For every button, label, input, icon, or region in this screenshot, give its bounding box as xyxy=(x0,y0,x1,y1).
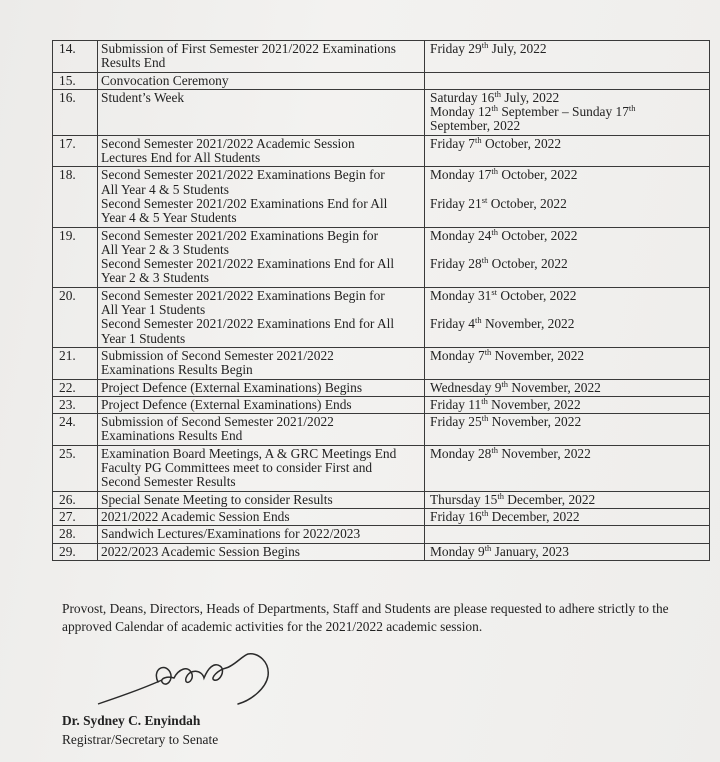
row-number: 23. xyxy=(53,396,98,413)
date-ordinal-suffix: th xyxy=(484,542,492,553)
date-text: October, 2022 xyxy=(481,135,562,151)
activity-cell xyxy=(98,287,425,347)
table-row xyxy=(53,414,710,446)
activity-cell xyxy=(98,445,425,491)
date-line xyxy=(430,286,705,303)
date-line xyxy=(430,226,705,243)
table-row xyxy=(53,379,710,396)
date-ordinal-suffix: th xyxy=(481,255,489,266)
date-cell xyxy=(425,167,710,227)
row-number: 29. xyxy=(53,543,98,560)
activity-cell xyxy=(98,526,425,543)
date-text: Monday 31 xyxy=(430,287,492,303)
signer-name: Dr. Sydney C. Enyindah xyxy=(62,713,201,728)
date-text: Friday 29 xyxy=(430,41,482,56)
date-ordinal-suffix: th xyxy=(475,315,482,326)
date-text: November, 2022 xyxy=(498,445,591,461)
date-text: January, 2023 xyxy=(491,543,569,559)
activity-line: Examinations Results End xyxy=(101,428,243,444)
table-row xyxy=(53,526,710,543)
row-number: 18. xyxy=(53,167,98,227)
activity-line: Year 4 & 5 Year Students xyxy=(101,210,237,226)
activity-line: Second Semester Results xyxy=(101,474,236,490)
row-number: 17. xyxy=(53,135,98,167)
date-ordinal-suffix: th xyxy=(491,226,498,237)
activity-cell xyxy=(98,227,425,287)
signer-block xyxy=(62,711,218,749)
table-row xyxy=(53,543,710,560)
date-text: October, 2022 xyxy=(498,167,578,183)
row-number: 24. xyxy=(53,414,98,446)
date-ordinal-suffix: st xyxy=(491,286,498,297)
date-text: Monday 17 xyxy=(430,167,492,183)
activity-cell xyxy=(98,543,425,560)
date-ordinal-suffix: th xyxy=(481,413,489,424)
date-text: September – Sunday 17 xyxy=(498,104,629,120)
activity-line: All Year 2 & 3 Students xyxy=(101,241,229,257)
date-text: November, 2022 xyxy=(487,396,581,412)
date-text: Monday 12 xyxy=(430,104,492,120)
date-line xyxy=(430,105,705,119)
activity-line: Second Semester 2021/2022 Examinations End for All xyxy=(101,256,395,272)
table-row xyxy=(53,135,710,167)
date-ordinal-suffix: th xyxy=(497,490,504,501)
activity-line: Special Senate Meeting to consider Results xyxy=(101,491,333,507)
date-line xyxy=(430,183,705,197)
date-cell xyxy=(425,526,710,543)
activity-line: Convocation Ceremony xyxy=(101,72,229,88)
date-cell xyxy=(425,445,710,491)
activity-cell xyxy=(98,414,425,446)
activity-line: All Year 1 Students xyxy=(101,302,206,318)
date-ordinal-suffix: th xyxy=(491,444,498,455)
date-text: Wednesday 9 xyxy=(430,379,502,395)
date-ordinal-suffix: th xyxy=(481,395,488,406)
activity-line: 2022/2023 Academic Session Begins xyxy=(101,543,300,559)
date-text: July, 2022 xyxy=(500,89,560,105)
row-number: 16. xyxy=(53,89,98,135)
activity-line: Second Semester 2021/202 Examinations End for All xyxy=(101,195,388,211)
date-cell xyxy=(425,508,710,525)
table-row xyxy=(53,347,710,379)
table-row xyxy=(53,396,710,413)
date-cell xyxy=(425,227,710,287)
activity-line: Submission of Second Semester 2021/2022 xyxy=(101,414,334,430)
table-row xyxy=(53,41,710,73)
date-ordinal-suffix: th xyxy=(491,166,498,177)
row-number: 27. xyxy=(53,508,98,525)
date-text: December, 2022 xyxy=(503,491,596,507)
date-line xyxy=(430,42,705,56)
activity-cell xyxy=(98,396,425,413)
activity-line: Second Semester 2021/2022 Examinations End for All xyxy=(101,316,395,332)
date-text: Saturday 16 xyxy=(430,89,495,105)
date-line xyxy=(430,317,705,331)
date-line xyxy=(430,346,705,363)
table-row xyxy=(53,491,710,508)
date-text: Friday 25 xyxy=(430,414,482,430)
date-text: Friday 28 xyxy=(430,256,482,272)
row-number: 19. xyxy=(53,227,98,287)
date-ordinal-suffix: st xyxy=(481,194,488,205)
activity-line: 2021/2022 Academic Session Ends xyxy=(101,508,290,524)
date-cell xyxy=(425,396,710,413)
row-number: 26. xyxy=(53,491,98,508)
date-ordinal-suffix: th xyxy=(475,134,482,145)
date-cell xyxy=(425,287,710,347)
date-cell xyxy=(425,414,710,446)
date-line xyxy=(430,134,705,151)
row-number: 25. xyxy=(53,445,98,491)
activity-line: Submission of Second Semester 2021/2022 xyxy=(101,347,334,363)
date-text: Friday 21 xyxy=(430,195,482,211)
date-text: October, 2022 xyxy=(488,256,568,272)
date-text: Monday 7 xyxy=(430,347,485,363)
activity-cell xyxy=(98,167,425,227)
activity-line: Results End xyxy=(101,55,166,71)
date-line xyxy=(430,194,705,211)
activity-line: Second Semester 2021/2022 Academic Session xyxy=(101,135,355,151)
signer-title: Registrar/Secretary to Senate xyxy=(62,732,219,747)
activity-cell xyxy=(98,41,425,73)
row-number: 20. xyxy=(53,287,98,347)
date-text: November, 2022 xyxy=(481,316,575,332)
date-ordinal-suffix: th xyxy=(491,103,498,114)
date-ordinal-suffix: th xyxy=(628,103,636,114)
table-row xyxy=(53,287,710,347)
table-row xyxy=(53,227,710,287)
date-line xyxy=(430,507,705,524)
activity-line: All Year 4 & 5 Students xyxy=(101,181,229,197)
date-text: Friday 11 xyxy=(430,396,482,412)
notice-paragraph: Provost, Deans, Directors, Heads of Departments, Staff and Students are please requested to adhere strictly to the approved Calendar of academic activities for the 2021/2022 academic session. xyxy=(62,601,669,634)
date-line xyxy=(430,378,705,395)
activity-cell xyxy=(98,491,425,508)
activity-line: Project Defence (External Examinations) Ends xyxy=(101,396,352,412)
date-ordinal-suffix: th xyxy=(494,88,501,99)
date-line xyxy=(430,395,705,412)
table-row xyxy=(53,508,710,525)
date-text: November, 2022 xyxy=(491,347,585,363)
date-line xyxy=(430,243,705,257)
date-text: November, 2022 xyxy=(488,414,582,430)
row-number: 15. xyxy=(53,72,98,89)
date-cell xyxy=(425,72,710,89)
activity-line: Examination Board Meetings, A & GRC Meetings End xyxy=(101,445,397,461)
activity-line: Examinations Results Begin xyxy=(101,362,253,378)
row-number: 22. xyxy=(53,379,98,396)
date-cell xyxy=(425,135,710,167)
activity-cell xyxy=(98,89,425,135)
activity-line: Year 2 & 3 Students xyxy=(101,270,210,286)
date-cell xyxy=(425,41,710,73)
date-text: October, 2022 xyxy=(487,195,567,211)
activity-cell xyxy=(98,72,425,89)
activity-line: Lectures End for All Students xyxy=(101,150,261,166)
date-ordinal-suffix: th xyxy=(481,507,489,518)
date-text: Friday 4 xyxy=(430,316,476,332)
activity-line: Second Semester 2021/2022 Examinations Begin for xyxy=(101,167,385,183)
date-line xyxy=(430,119,705,133)
row-number: 14. xyxy=(53,41,98,73)
activity-line: Second Semester 2021/202 Examinations Begin for xyxy=(101,227,379,243)
activity-cell xyxy=(98,508,425,525)
date-cell xyxy=(425,379,710,396)
date-text: July, 2022 xyxy=(488,41,547,56)
date-text: September, 2022 xyxy=(430,118,521,134)
date-line xyxy=(430,168,705,182)
table-row xyxy=(53,89,710,135)
activity-line: Student’s Week xyxy=(101,89,185,105)
date-line xyxy=(430,490,705,507)
activity-cell xyxy=(98,347,425,379)
date-cell xyxy=(425,89,710,135)
date-text: Friday 7 xyxy=(430,135,476,151)
date-text: Thursday 15 xyxy=(430,491,498,507)
activity-cell xyxy=(98,135,425,167)
date-text: October, 2022 xyxy=(497,287,577,303)
activity-line: Faculty PG Committees meet to consider First and xyxy=(101,460,373,476)
date-cell xyxy=(425,491,710,508)
table-row xyxy=(53,72,710,89)
date-text: Friday 16 xyxy=(430,508,482,524)
activity-line: Year 1 Students xyxy=(101,330,186,346)
date-cell xyxy=(425,347,710,379)
date-text: Monday 28 xyxy=(430,445,492,461)
date-ordinal-suffix: th xyxy=(501,378,509,389)
date-ordinal-suffix: th xyxy=(481,40,489,50)
academic-calendar-table xyxy=(52,40,710,561)
row-number: 28. xyxy=(53,526,98,543)
table-row xyxy=(53,167,710,227)
table-row xyxy=(53,445,710,491)
row-number: 21. xyxy=(53,347,98,379)
date-text: Monday 24 xyxy=(430,227,492,243)
date-text: Monday 9 xyxy=(430,543,485,559)
date-line xyxy=(430,444,705,461)
date-cell xyxy=(425,543,710,560)
date-text: December, 2022 xyxy=(488,508,580,524)
activity-line: Second Semester 2021/2022 Examinations Begin for xyxy=(101,287,385,303)
activity-line: Submission of First Semester 2021/2022 Examinations xyxy=(101,41,396,56)
activity-cell xyxy=(98,379,425,396)
date-ordinal-suffix: th xyxy=(484,346,492,357)
date-text: November, 2022 xyxy=(508,379,601,395)
calendar-table-container xyxy=(52,40,710,561)
date-line xyxy=(430,257,705,271)
date-line xyxy=(430,415,705,429)
activity-line: Project Defence (External Examinations) Begins xyxy=(101,379,363,395)
handwritten-signature xyxy=(92,648,282,710)
activity-line: Sandwich Lectures/Examinations for 2022/2023 xyxy=(101,526,361,542)
date-line xyxy=(430,542,705,559)
date-text: October, 2022 xyxy=(498,227,578,243)
